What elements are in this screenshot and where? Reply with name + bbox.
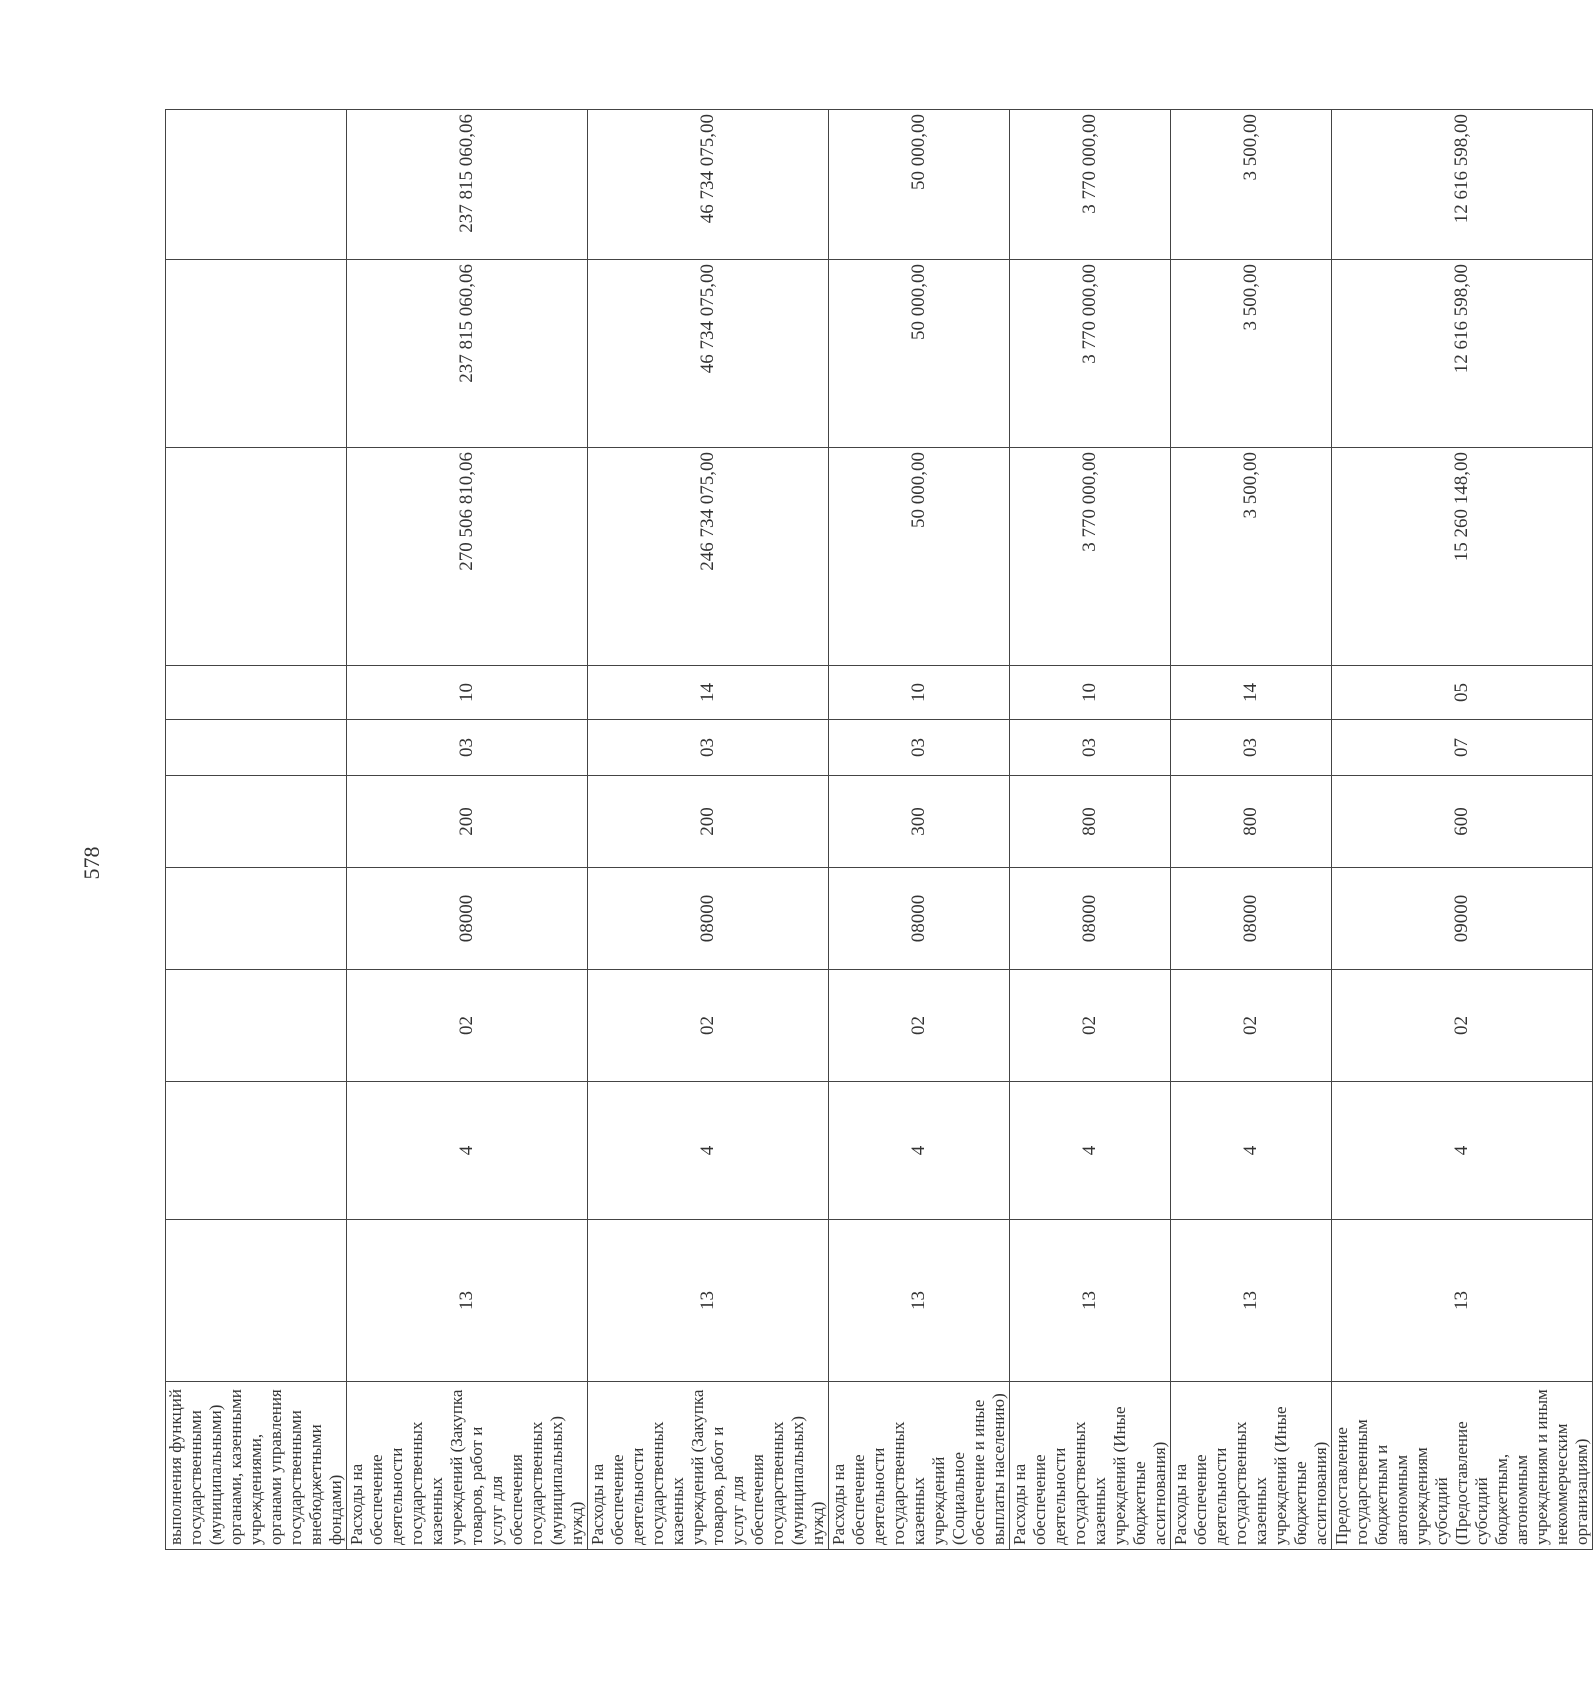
code-cell: 4 xyxy=(588,1082,829,1220)
code-cell: 800 xyxy=(1171,776,1332,868)
amount-cell xyxy=(166,110,347,260)
table-row xyxy=(1332,110,1593,1550)
code-cell xyxy=(166,1220,347,1382)
code-cell: 10 xyxy=(347,666,588,720)
code-cell: 600 xyxy=(1332,776,1593,868)
amount-cell: 246 734 075,00 xyxy=(588,448,829,666)
table-row xyxy=(1010,110,1171,1550)
amount-cell: 46 734 075,00 xyxy=(588,260,829,448)
code-cell: 02 xyxy=(347,970,588,1082)
code-cell: 10 xyxy=(829,666,1010,720)
table-row xyxy=(588,110,829,1550)
code-cell: 03 xyxy=(1171,720,1332,776)
code-cell: 02 xyxy=(829,970,1010,1082)
code-cell: 4 xyxy=(347,1082,588,1220)
code-cell: 02 xyxy=(1171,970,1332,1082)
code-cell: 13 xyxy=(1010,1220,1171,1382)
code-cell: 13 xyxy=(588,1220,829,1382)
code-cell: 14 xyxy=(588,666,829,720)
amount-cell: 50 000,00 xyxy=(829,260,1010,448)
amount-cell xyxy=(166,448,347,666)
code-cell xyxy=(166,720,347,776)
code-cell xyxy=(166,666,347,720)
amount-cell: 237 815 060,06 xyxy=(347,260,588,448)
code-cell: 4 xyxy=(1010,1082,1171,1220)
code-cell: 08000 xyxy=(1010,868,1171,970)
row-description: Предоставление государственным бюджетным и автономным учреждениям субсидий (Предоставление субсидий бюджетным, автономным учреждениям и иным некоммерческим организациям) xyxy=(1332,1382,1593,1550)
code-cell xyxy=(166,970,347,1082)
code-cell: 800 xyxy=(1010,776,1171,868)
budget-table xyxy=(165,109,1593,1550)
amount-cell: 3 500,00 xyxy=(1171,448,1332,666)
table-row xyxy=(829,110,1010,1550)
amount-cell: 3 770 000,00 xyxy=(1010,260,1171,448)
code-cell: 4 xyxy=(829,1082,1010,1220)
code-cell: 4 xyxy=(1332,1082,1593,1220)
page-number: 578 xyxy=(79,846,104,880)
amount-cell: 3 500,00 xyxy=(1171,110,1332,260)
code-cell: 03 xyxy=(829,720,1010,776)
code-cell: 10 xyxy=(1010,666,1171,720)
row-description: Расходы на обеспечение деятельности государственных казенных учреждений (Закупка товаров, работ и услуг для обеспечения государственных (муниципальных) нужд) xyxy=(588,1382,829,1550)
amount-cell: 12 616 598,00 xyxy=(1332,110,1593,260)
code-cell: 300 xyxy=(829,776,1010,868)
code-cell xyxy=(166,776,347,868)
code-cell: 14 xyxy=(1171,666,1332,720)
code-cell: 02 xyxy=(1010,970,1171,1082)
code-cell: 200 xyxy=(588,776,829,868)
amount-cell: 237 815 060,06 xyxy=(347,110,588,260)
amount-cell: 3 770 000,00 xyxy=(1010,448,1171,666)
amount-cell: 15 260 148,00 xyxy=(1332,448,1593,666)
code-cell: 07 xyxy=(1332,720,1593,776)
code-cell: 03 xyxy=(1010,720,1171,776)
code-cell: 13 xyxy=(829,1220,1010,1382)
row-description: выполнения функций государственными (муниципальными) органами, казенными учреждениями, органами управления государственными внебюджетными фондами) xyxy=(166,1382,347,1550)
amount-cell: 3 500,00 xyxy=(1171,260,1332,448)
amount-cell: 270 506 810,06 xyxy=(347,448,588,666)
code-cell: 03 xyxy=(347,720,588,776)
row-description: Расходы на обеспечение деятельности государственных казенных учреждений (Иные бюджетные ассигнования) xyxy=(1010,1382,1171,1550)
code-cell xyxy=(166,1082,347,1220)
amount-cell xyxy=(166,260,347,448)
table-row xyxy=(347,110,588,1550)
code-cell: 05 xyxy=(1332,666,1593,720)
code-cell: 4 xyxy=(1171,1082,1332,1220)
code-cell: 02 xyxy=(1332,970,1593,1082)
table-row xyxy=(166,110,347,1550)
amount-cell: 3 770 000,00 xyxy=(1010,110,1171,260)
row-description: Расходы на обеспечение деятельности государственных казенных учреждений (Социальное обеспечение и иные выплаты населению) xyxy=(829,1382,1010,1550)
code-cell: 08000 xyxy=(347,868,588,970)
table-row xyxy=(1171,110,1332,1550)
row-description: Расходы на обеспечение деятельности государственных казенных учреждений (Закупка товаров, работ и услуг для обеспечения государственных (муниципальных) нужд) xyxy=(347,1382,588,1550)
amount-cell: 50 000,00 xyxy=(829,448,1010,666)
code-cell: 08000 xyxy=(1171,868,1332,970)
code-cell: 08000 xyxy=(829,868,1010,970)
code-cell: 03 xyxy=(588,720,829,776)
code-cell xyxy=(166,868,347,970)
code-cell: 200 xyxy=(347,776,588,868)
rotated-table-wrapper xyxy=(165,110,1591,1550)
row-description: Расходы на обеспечение деятельности государственных казенных учреждений (Иные бюджетные ассигнования) xyxy=(1171,1382,1332,1550)
amount-cell: 50 000,00 xyxy=(829,110,1010,260)
amount-cell: 12 616 598,00 xyxy=(1332,260,1593,448)
code-cell: 09000 xyxy=(1332,868,1593,970)
code-cell: 08000 xyxy=(588,868,829,970)
code-cell: 02 xyxy=(588,970,829,1082)
code-cell: 13 xyxy=(347,1220,588,1382)
code-cell: 13 xyxy=(1171,1220,1332,1382)
code-cell: 13 xyxy=(1332,1220,1593,1382)
amount-cell: 46 734 075,00 xyxy=(588,110,829,260)
